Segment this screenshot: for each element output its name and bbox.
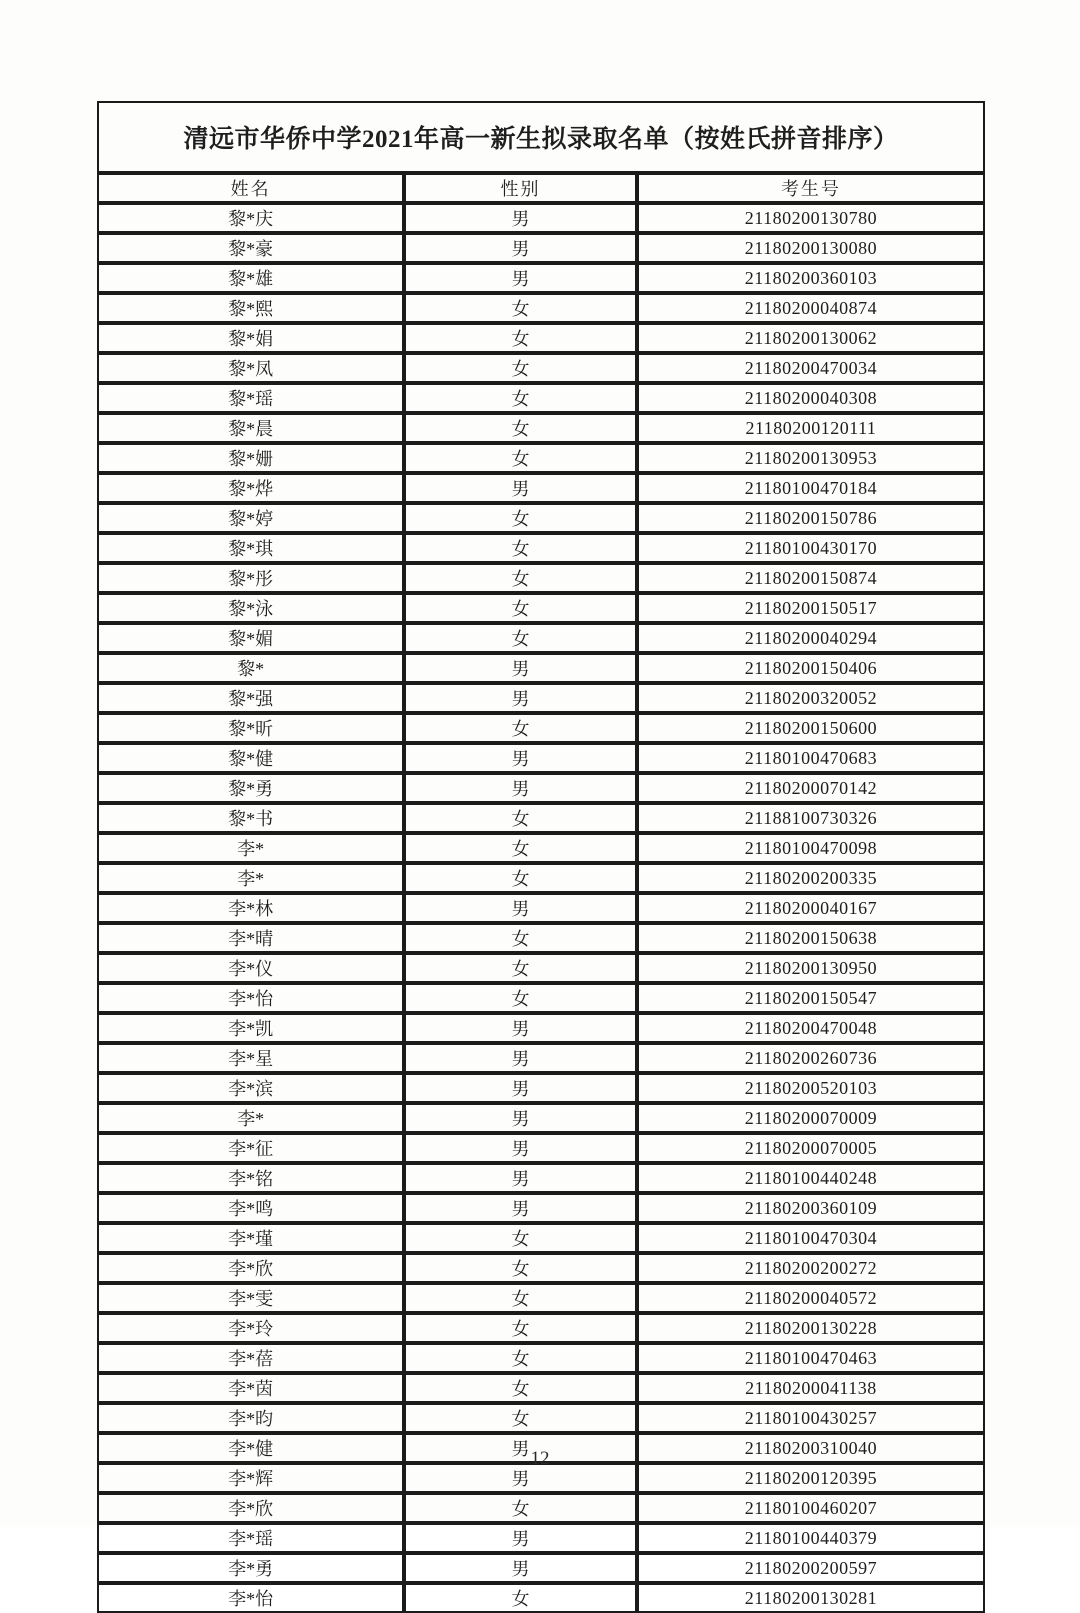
cell-name: 李*勇	[97, 1553, 404, 1583]
cell-exam-id: 21180200310040	[637, 1433, 985, 1463]
table-row	[97, 683, 985, 713]
document-title: 清远市华侨中学2021年高一新生拟录取名单（按姓氏拼音排序）	[97, 101, 985, 173]
cell-exam-id: 21180200070009	[637, 1103, 985, 1133]
table-row	[97, 1253, 985, 1283]
cell-name: 黎*瑶	[97, 383, 404, 413]
cell-gender: 男	[404, 1163, 637, 1193]
cell-gender: 女	[404, 1373, 637, 1403]
table-row	[97, 413, 985, 443]
cell-exam-id: 21180200360103	[637, 263, 985, 293]
cell-exam-id: 21180200150406	[637, 653, 985, 683]
cell-gender: 女	[404, 1343, 637, 1373]
table-row	[97, 1103, 985, 1133]
cell-gender: 女	[404, 923, 637, 953]
cell-gender: 男	[404, 1043, 637, 1073]
table-row	[97, 803, 985, 833]
table-row	[97, 773, 985, 803]
cell-name: 黎*晨	[97, 413, 404, 443]
table-row	[97, 1073, 985, 1103]
cell-name: 黎*强	[97, 683, 404, 713]
cell-exam-id: 21180200200597	[637, 1553, 985, 1583]
table-row	[97, 623, 985, 653]
cell-name: 李*怡	[97, 1583, 404, 1613]
cell-gender: 女	[404, 1313, 637, 1343]
cell-name: 黎*娟	[97, 323, 404, 353]
cell-gender: 女	[404, 1583, 637, 1613]
table-row	[97, 1283, 985, 1313]
cell-exam-id: 21180200070005	[637, 1133, 985, 1163]
table-row	[97, 1553, 985, 1583]
cell-exam-id: 21180200130950	[637, 953, 985, 983]
cell-exam-id: 21180200130780	[637, 203, 985, 233]
table-row	[97, 293, 985, 323]
cell-name: 黎*琪	[97, 533, 404, 563]
table-row	[97, 1493, 985, 1523]
cell-name: 李*	[97, 1103, 404, 1133]
cell-gender: 女	[404, 1403, 637, 1433]
cell-gender: 女	[404, 503, 637, 533]
cell-gender: 女	[404, 953, 637, 983]
cell-gender: 女	[404, 353, 637, 383]
cell-name: 李*辉	[97, 1463, 404, 1493]
cell-gender: 女	[404, 323, 637, 353]
cell-name: 黎*庆	[97, 203, 404, 233]
cell-gender: 男	[404, 233, 637, 263]
cell-gender: 女	[404, 803, 637, 833]
cell-gender: 女	[404, 833, 637, 863]
cell-gender: 女	[404, 293, 637, 323]
cell-name: 李*	[97, 833, 404, 863]
table-row	[97, 473, 985, 503]
cell-exam-id: 21180200520103	[637, 1073, 985, 1103]
table-row	[97, 1403, 985, 1433]
table-row	[97, 953, 985, 983]
cell-name: 黎*熙	[97, 293, 404, 323]
table-row	[97, 383, 985, 413]
cell-gender: 女	[404, 1493, 637, 1523]
cell-gender: 男	[404, 203, 637, 233]
header-row	[97, 173, 985, 203]
cell-name: 李*欣	[97, 1493, 404, 1523]
cell-name: 黎*彤	[97, 563, 404, 593]
cell-name: 李*昀	[97, 1403, 404, 1433]
cell-name: 李*凯	[97, 1013, 404, 1043]
cell-gender: 女	[404, 563, 637, 593]
admission-table-body	[97, 203, 985, 1613]
cell-name: 李*铭	[97, 1163, 404, 1193]
table-row	[97, 1163, 985, 1193]
cell-exam-id: 21180200150517	[637, 593, 985, 623]
table-row	[97, 653, 985, 683]
cell-name: 黎*书	[97, 803, 404, 833]
cell-name: 李*瑾	[97, 1223, 404, 1253]
cell-exam-id: 21180100460207	[637, 1493, 985, 1523]
cell-exam-id: 21180200041138	[637, 1373, 985, 1403]
cell-gender: 男	[404, 1013, 637, 1043]
cell-exam-id: 21188100730326	[637, 803, 985, 833]
cell-name: 黎*婷	[97, 503, 404, 533]
cell-exam-id: 21180200130953	[637, 443, 985, 473]
cell-name: 李*星	[97, 1043, 404, 1073]
table-row	[97, 1133, 985, 1163]
cell-gender: 女	[404, 413, 637, 443]
table-row	[97, 863, 985, 893]
table-row	[97, 893, 985, 923]
cell-gender: 男	[404, 683, 637, 713]
cell-name: 黎*昕	[97, 713, 404, 743]
admission-table	[97, 101, 985, 1613]
cell-exam-id: 21180100470463	[637, 1343, 985, 1373]
cell-name: 李*	[97, 863, 404, 893]
admission-table-head	[97, 101, 985, 203]
cell-gender: 男	[404, 1433, 637, 1463]
cell-name: 李*蓓	[97, 1343, 404, 1373]
cell-gender: 男	[404, 1073, 637, 1103]
cell-name: 黎*凤	[97, 353, 404, 383]
cell-gender: 男	[404, 1103, 637, 1133]
cell-gender: 男	[404, 473, 637, 503]
cell-name: 黎*健	[97, 743, 404, 773]
cell-exam-id: 21180200150638	[637, 923, 985, 953]
cell-exam-id: 21180100440379	[637, 1523, 985, 1553]
cell-name: 李*林	[97, 893, 404, 923]
table-row	[97, 1373, 985, 1403]
column-header-gender: 性别	[404, 173, 637, 203]
cell-name: 李*茵	[97, 1373, 404, 1403]
table-row	[97, 203, 985, 233]
cell-gender: 女	[404, 533, 637, 563]
cell-gender: 男	[404, 1523, 637, 1553]
cell-gender: 女	[404, 1283, 637, 1313]
cell-exam-id: 21180100470184	[637, 473, 985, 503]
cell-gender: 女	[404, 713, 637, 743]
cell-gender: 女	[404, 383, 637, 413]
table-row	[97, 1223, 985, 1253]
cell-gender: 男	[404, 1133, 637, 1163]
cell-name: 李*征	[97, 1133, 404, 1163]
cell-exam-id: 21180200150600	[637, 713, 985, 743]
table-row	[97, 593, 985, 623]
cell-exam-id: 21180200200272	[637, 1253, 985, 1283]
table-row	[97, 1313, 985, 1343]
table-row	[97, 323, 985, 353]
page-number: 12	[530, 1448, 550, 1469]
cell-name: 李*怡	[97, 983, 404, 1013]
cell-gender: 女	[404, 863, 637, 893]
cell-name: 李*玲	[97, 1313, 404, 1343]
table-row	[97, 1343, 985, 1373]
cell-name: 黎*雄	[97, 263, 404, 293]
table-row	[97, 503, 985, 533]
cell-exam-id: 21180200260736	[637, 1043, 985, 1073]
cell-exam-id: 21180200150786	[637, 503, 985, 533]
cell-gender: 男	[404, 1553, 637, 1583]
cell-exam-id: 21180200130228	[637, 1313, 985, 1343]
column-header-name: 姓名	[97, 173, 404, 203]
table-row	[97, 1523, 985, 1553]
cell-name: 李*健	[97, 1433, 404, 1463]
table-row	[97, 833, 985, 863]
admission-table-container	[97, 101, 985, 1613]
cell-exam-id: 21180200360109	[637, 1193, 985, 1223]
cell-name: 黎*勇	[97, 773, 404, 803]
cell-gender: 女	[404, 1223, 637, 1253]
title-row	[97, 101, 985, 173]
cell-name: 黎*烨	[97, 473, 404, 503]
cell-exam-id: 21180200040874	[637, 293, 985, 323]
table-row	[97, 233, 985, 263]
cell-exam-id: 21180100430257	[637, 1403, 985, 1433]
cell-gender: 男	[404, 653, 637, 683]
cell-name: 黎*姗	[97, 443, 404, 473]
cell-gender: 男	[404, 773, 637, 803]
cell-exam-id: 21180100470304	[637, 1223, 985, 1253]
table-row	[97, 1013, 985, 1043]
cell-gender: 男	[404, 263, 637, 293]
table-row	[97, 1583, 985, 1613]
table-row	[97, 1043, 985, 1073]
cell-exam-id: 21180100470098	[637, 833, 985, 863]
cell-name: 李*滨	[97, 1073, 404, 1103]
table-row	[97, 263, 985, 293]
table-row	[97, 713, 985, 743]
cell-exam-id: 21180200320052	[637, 683, 985, 713]
cell-exam-id: 21180200150874	[637, 563, 985, 593]
table-row	[97, 743, 985, 773]
cell-gender: 男	[404, 1463, 637, 1493]
cell-name: 李*仪	[97, 953, 404, 983]
table-row	[97, 1193, 985, 1223]
cell-name: 黎*	[97, 653, 404, 683]
cell-name: 李*雯	[97, 1283, 404, 1313]
cell-exam-id: 21180100440248	[637, 1163, 985, 1193]
cell-exam-id: 21180200150547	[637, 983, 985, 1013]
cell-name: 黎*豪	[97, 233, 404, 263]
cell-exam-id: 21180200200335	[637, 863, 985, 893]
cell-gender: 男	[404, 1193, 637, 1223]
cell-exam-id: 21180200040308	[637, 383, 985, 413]
table-row	[97, 983, 985, 1013]
cell-exam-id: 21180200040167	[637, 893, 985, 923]
cell-name: 李*鸣	[97, 1193, 404, 1223]
cell-exam-id: 21180200470048	[637, 1013, 985, 1043]
cell-gender: 女	[404, 443, 637, 473]
cell-exam-id: 21180200120111	[637, 413, 985, 443]
cell-gender: 男	[404, 743, 637, 773]
cell-gender: 女	[404, 983, 637, 1013]
cell-exam-id: 21180100470683	[637, 743, 985, 773]
table-row	[97, 443, 985, 473]
cell-exam-id: 21180200120395	[637, 1463, 985, 1493]
cell-name: 李*晴	[97, 923, 404, 953]
cell-name: 黎*媚	[97, 623, 404, 653]
cell-name: 黎*泳	[97, 593, 404, 623]
cell-gender: 男	[404, 893, 637, 923]
table-row	[97, 923, 985, 953]
cell-gender: 女	[404, 593, 637, 623]
table-row	[97, 353, 985, 383]
cell-gender: 女	[404, 623, 637, 653]
cell-name: 李*瑶	[97, 1523, 404, 1553]
cell-exam-id: 21180200470034	[637, 353, 985, 383]
cell-exam-id: 21180200130281	[637, 1583, 985, 1613]
cell-exam-id: 21180200070142	[637, 773, 985, 803]
cell-exam-id: 21180200040294	[637, 623, 985, 653]
cell-exam-id: 21180200040572	[637, 1283, 985, 1313]
cell-gender: 女	[404, 1253, 637, 1283]
cell-exam-id: 21180100430170	[637, 533, 985, 563]
table-row	[97, 563, 985, 593]
cell-exam-id: 21180200130062	[637, 323, 985, 353]
cell-name: 李*欣	[97, 1253, 404, 1283]
table-row	[97, 533, 985, 563]
column-header-exam-id: 考生号	[637, 173, 985, 203]
cell-exam-id: 21180200130080	[637, 233, 985, 263]
